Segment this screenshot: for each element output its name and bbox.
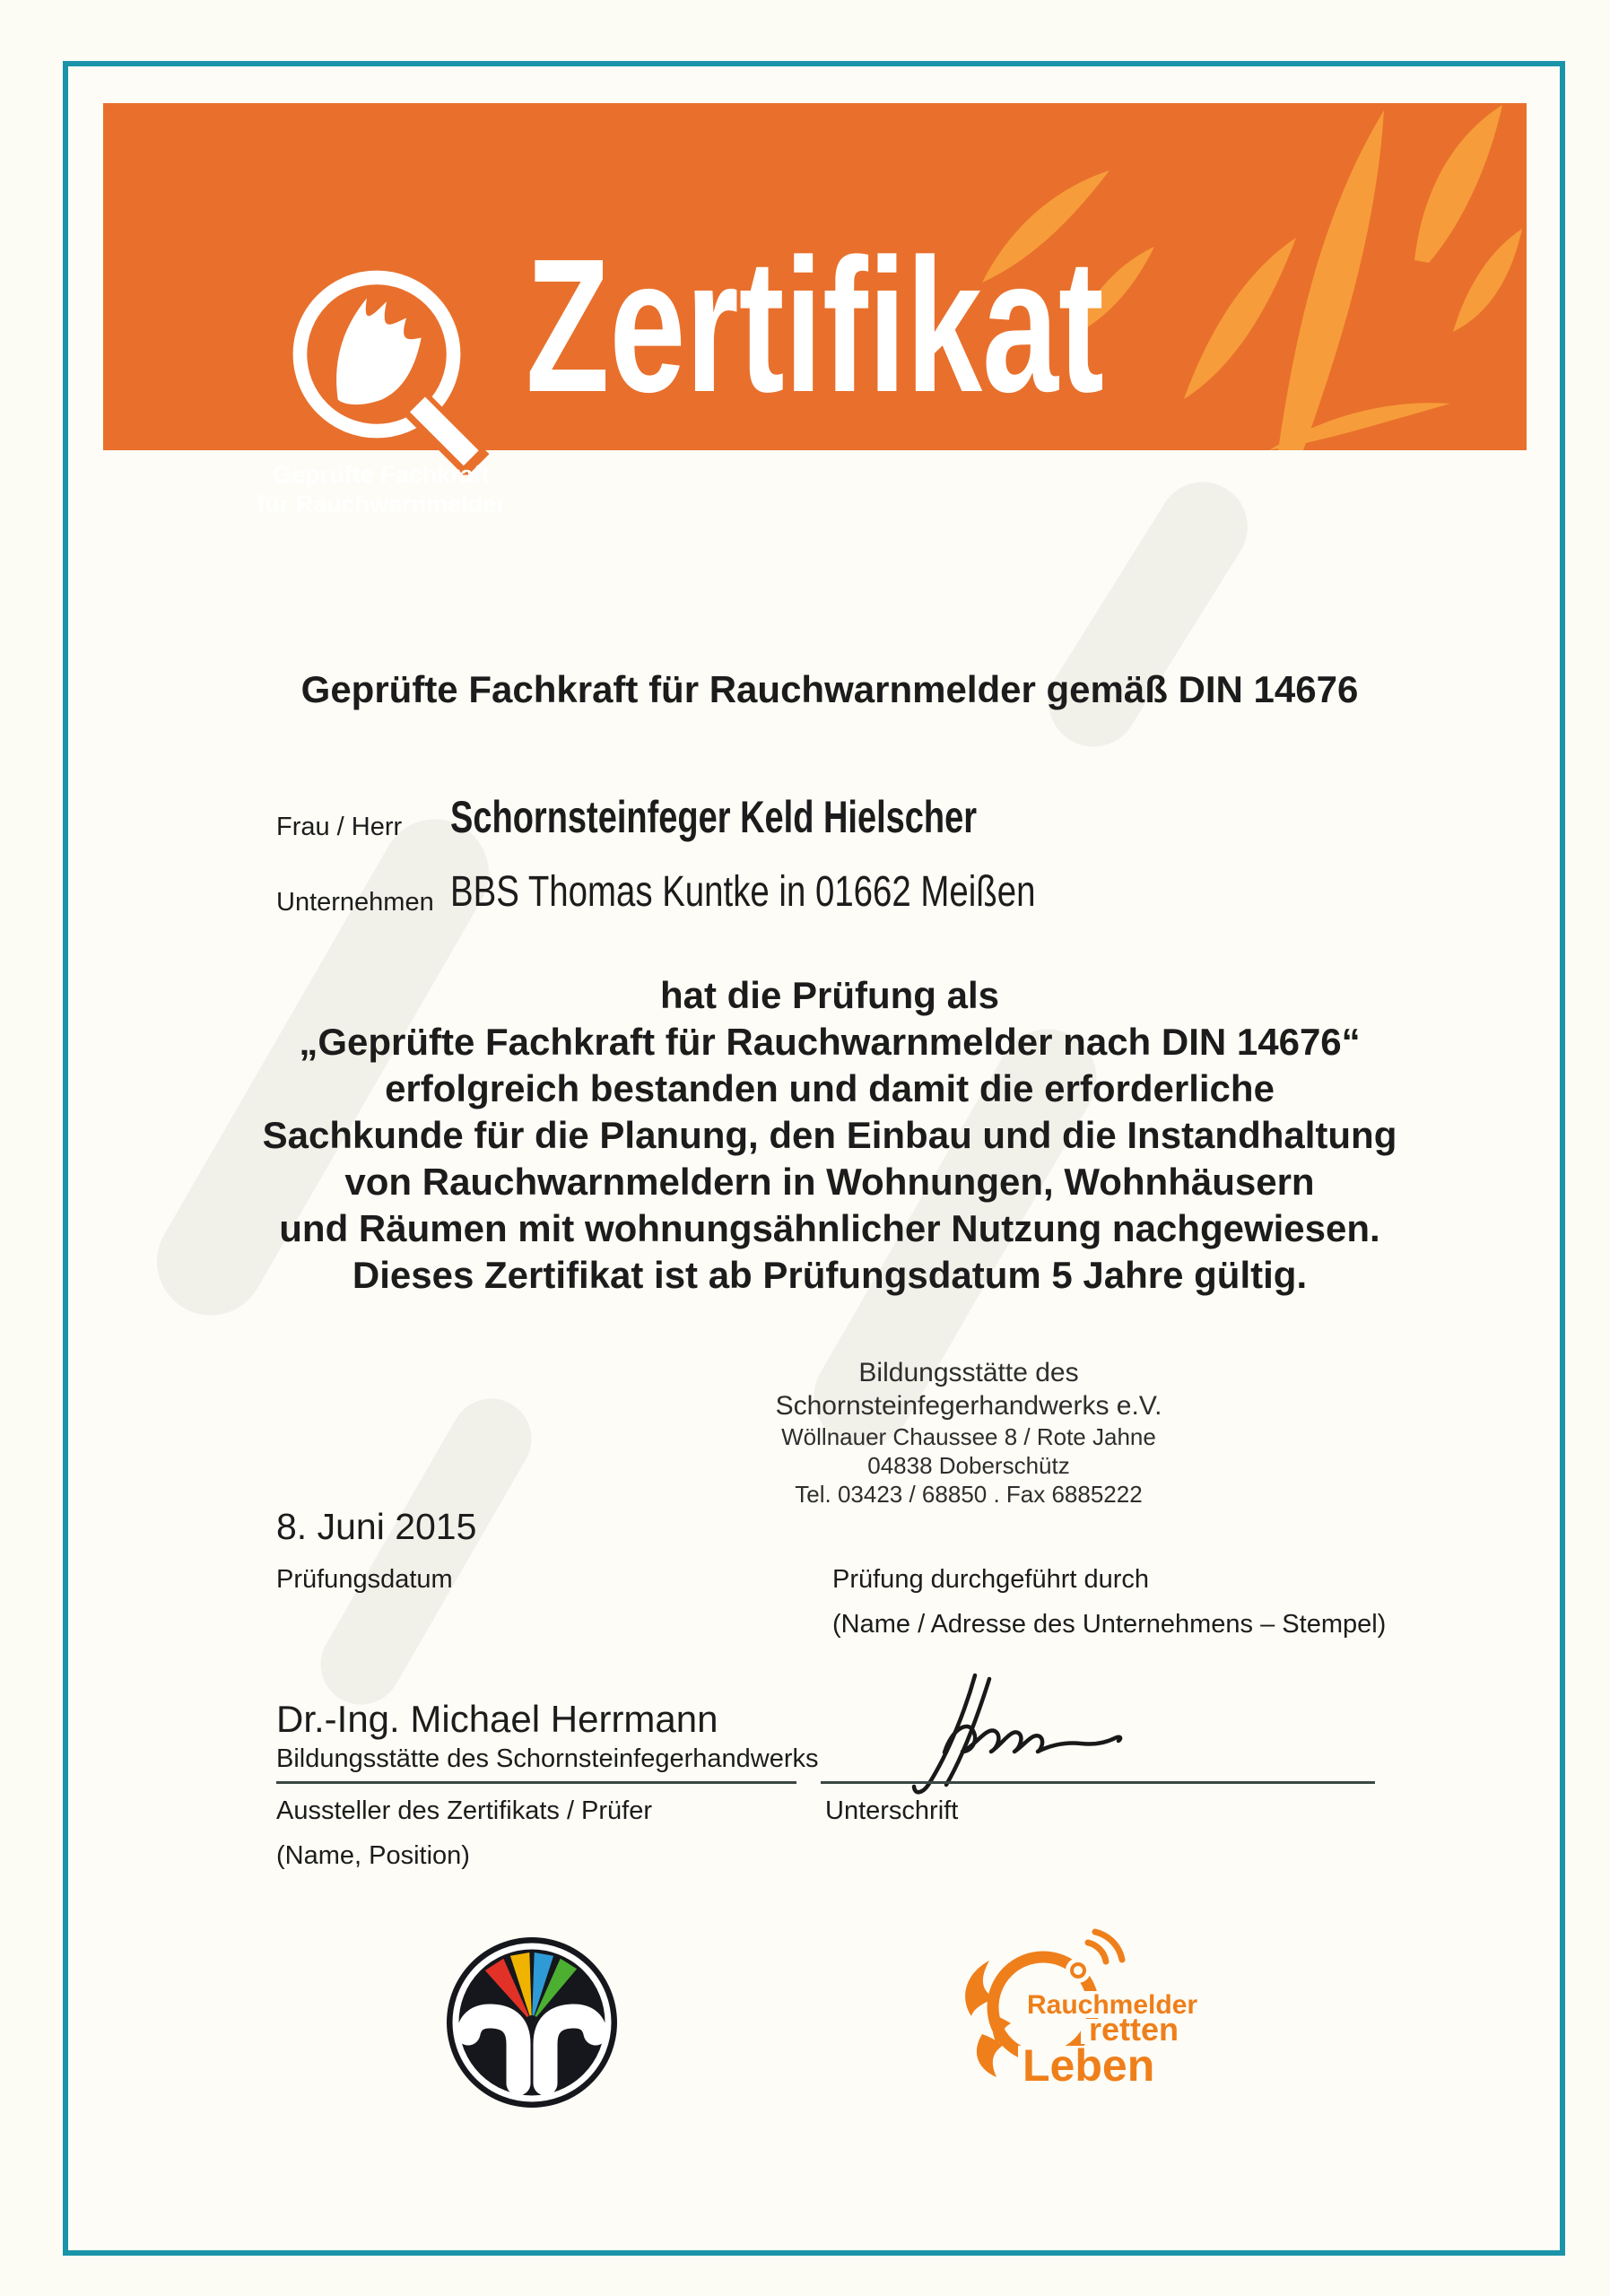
signature-scribble-icon [883, 1665, 1144, 1808]
banner-title: Zertifikat [526, 219, 1104, 431]
training-center-block [718, 1356, 1220, 1509]
exam-conducted-label: Prüfung durchgeführt durch [832, 1565, 1150, 1594]
company-label: Unternehmen [276, 888, 434, 917]
body-line: hat die Prüfung als [659, 974, 1000, 1016]
issuer-role-note: (Name, Position) [276, 1841, 470, 1870]
body-line: und Räumen mit wohnungsähnlicher Nutzung nachgewiesen. [279, 1207, 1380, 1249]
body-line: Sachkunde für die Planung, den Einbau und die Instandhaltung [262, 1114, 1397, 1156]
training-center-address-line2: 04838 Doberschütz [867, 1452, 1070, 1479]
exam-date: 8. Juni 2015 [276, 1506, 477, 1547]
campaign-word-3: Leben [1023, 2040, 1155, 2091]
recipient-label: Frau / Herr [276, 813, 403, 841]
campaign-word-2: retten [1089, 2011, 1179, 2048]
training-center-name-line1: Bildungsstätte des [858, 1358, 1079, 1387]
body-line: Dieses Zertifikat ist ab Prüfungsdatum 5 Jahre gültig. [352, 1254, 1308, 1296]
body-line: von Rauchwarnmeldern in Wohnungen, Wohnhäusern [344, 1161, 1315, 1203]
quality-badge-caption [238, 460, 525, 519]
campaign-logo [946, 1926, 1256, 2101]
recipient-value: Schornsteinfeger Keld Hielscher [450, 792, 978, 842]
header-banner [103, 103, 1527, 517]
issuer-org: Bildungsstätte des Schornsteinfegerhandwerks [276, 1744, 819, 1773]
body-line: „Geprüfte Fachkraft für Rauchwarnmelder nach DIN 14676“ [299, 1021, 1361, 1063]
campaign-word-1: Rauchmelder [1027, 1990, 1198, 2020]
certificate-heading: Geprüfte Fachkraft für Rauchwarnmelder gemäß DIN 14676 [300, 668, 1359, 710]
exam-conducted-note: (Name / Adresse des Unternehmens – Stempel) [832, 1610, 1387, 1639]
issuer-name: Dr.-Ing. Michael Herrmann [276, 1698, 718, 1740]
training-center-address-line1: Wöllnauer Chaussee 8 / Rote Jahne [781, 1423, 1156, 1450]
training-center-address-line3: Tel. 03423 / 68850 . Fax 6885222 [795, 1481, 1143, 1508]
issuer-signature-rule [276, 1781, 796, 1784]
body-line: erfolgreich bestanden und damit die erforderliche [385, 1067, 1275, 1109]
exam-date-label: Prüfungsdatum [276, 1565, 453, 1594]
signature-label: Unterschrift [825, 1796, 959, 1825]
quality-badge-caption-line1: Geprüfte Fachkraft [273, 461, 490, 488]
issuer-role-label: Aussteller des Zertifikats / Prüfer [276, 1796, 653, 1825]
company-value: BBS Thomas Kuntke in 01662 Meißen [450, 868, 1036, 916]
certificate-body [49, 972, 1610, 1299]
training-center-name-line2: Schornsteinfegerhandwerks e.V. [775, 1391, 1162, 1421]
signature-rule [821, 1781, 1375, 1784]
quality-badge-caption-line2: für Rauchwarnmelder [257, 491, 506, 517]
guild-emblem-icon [447, 1937, 617, 2108]
